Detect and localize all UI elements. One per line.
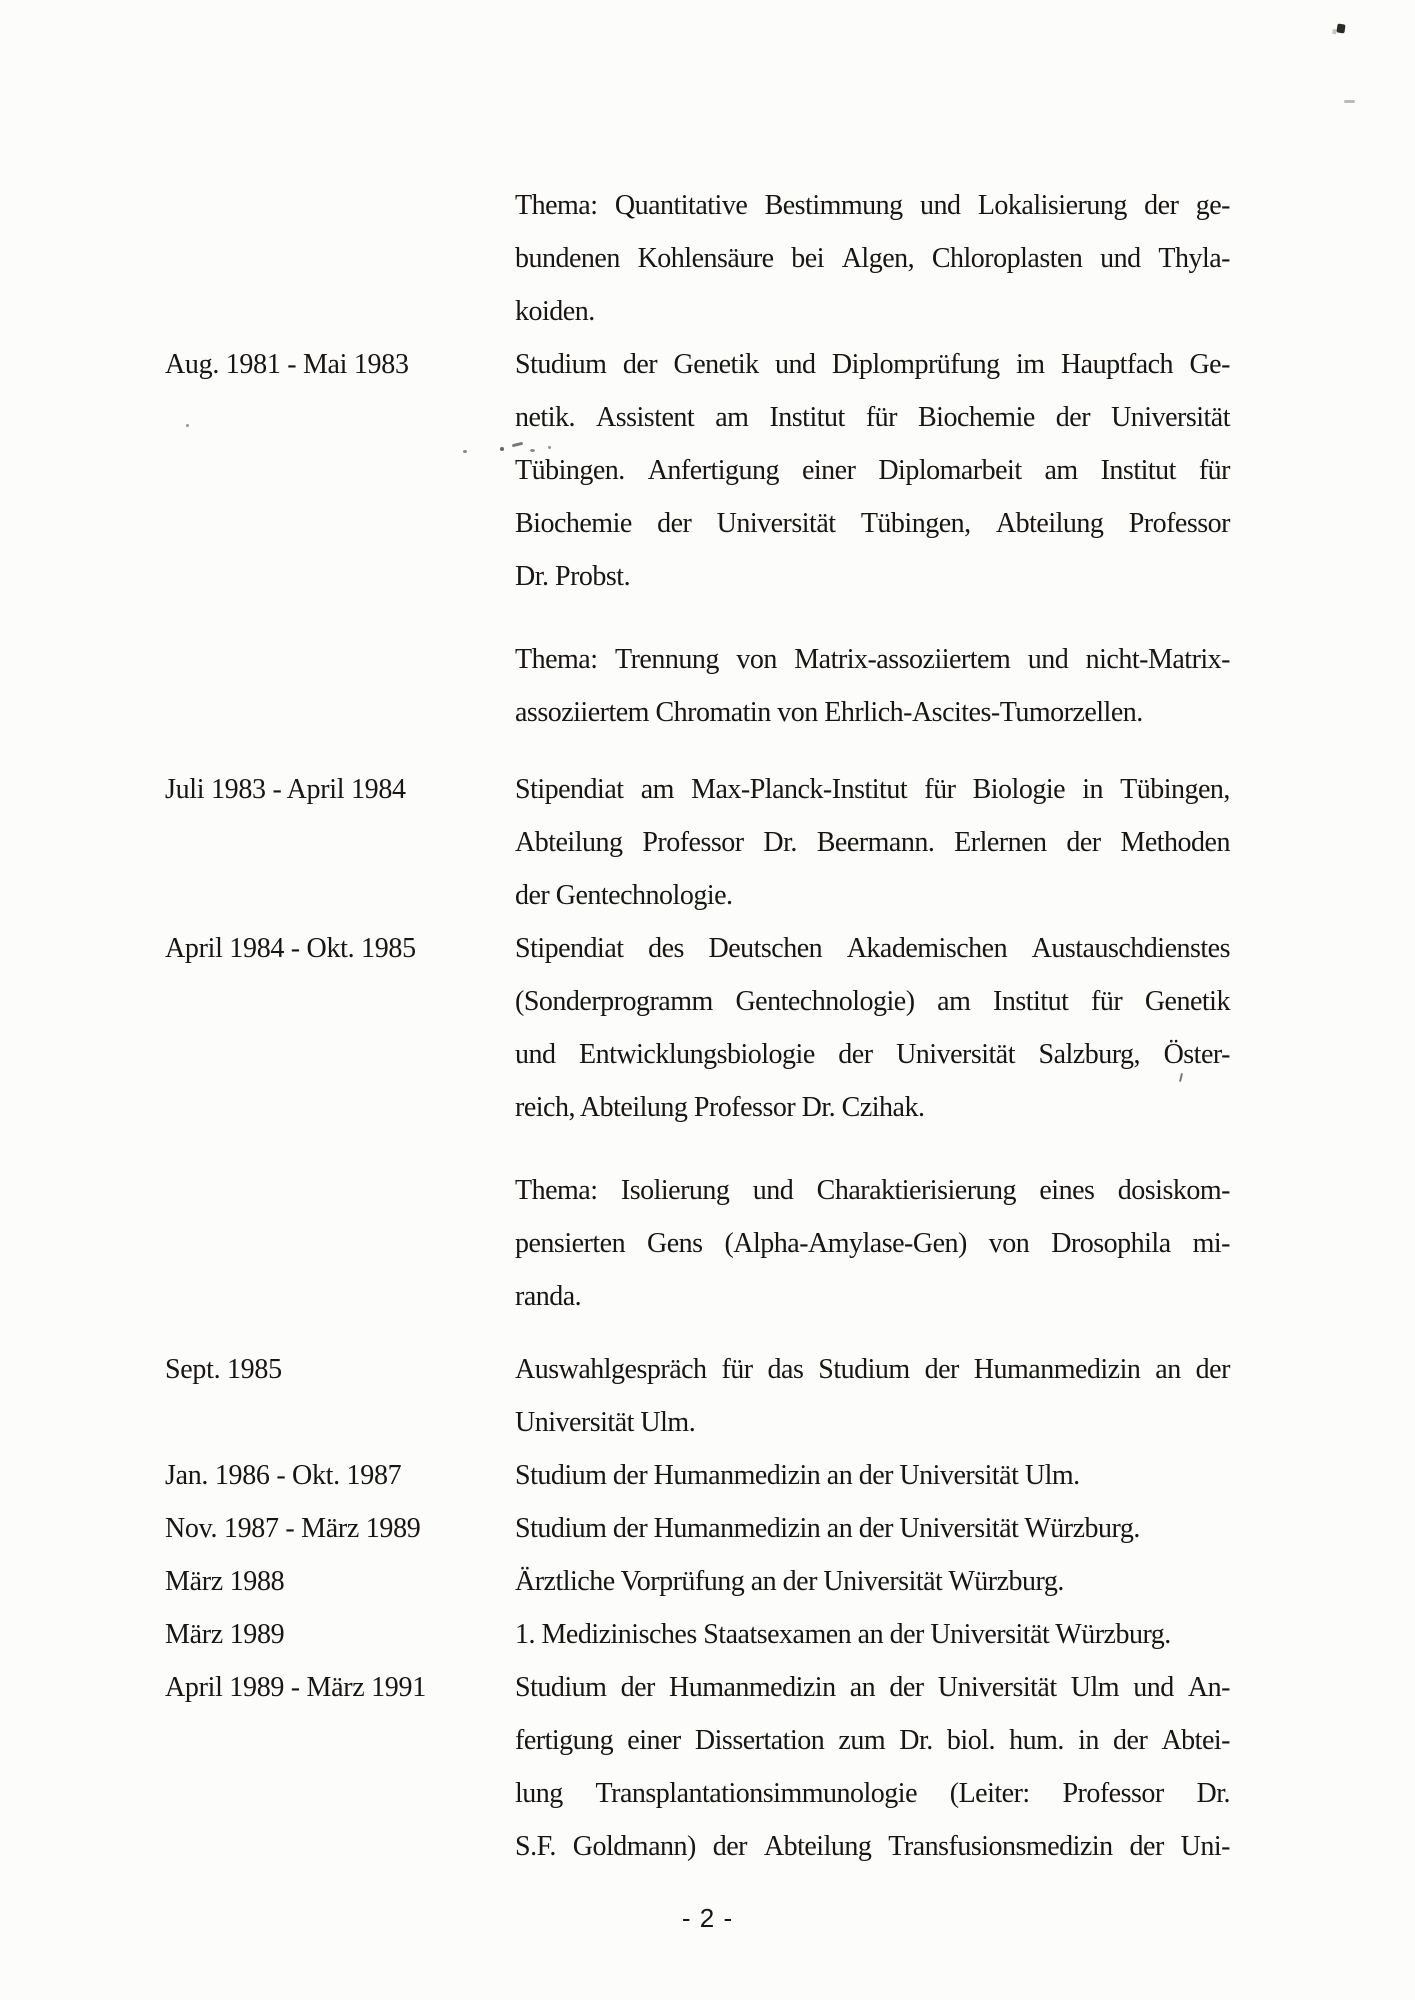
cv-line: assoziiertem Chromatin von Ehrlich-Ascites-Tumorzellen. <box>515 697 1143 728</box>
entry-text <box>515 1661 1230 1873</box>
cv-entry <box>165 338 1230 603</box>
entry-text <box>515 1502 1230 1555</box>
cv-line: netik. Assistent am Institut für Biochemie der Universität <box>515 402 1230 433</box>
cv-line: pensierten Gens (Alpha-Amylase-Gen) von Drosophila mi- <box>515 1228 1230 1259</box>
cv-line: Ärztliche Vorprüfung an der Universität Würzburg. <box>515 1566 1064 1597</box>
cv-line: (Sonderprogramm Gentechnologie) am Institut für Genetik <box>515 986 1230 1017</box>
cv-entry <box>515 633 1230 739</box>
scan-dot-artifact <box>186 424 189 427</box>
cv-line: Thema: Isolierung und Charaktierisierung eines dosiskom- <box>515 1175 1230 1206</box>
cv-line: und Entwicklungsbiologie der Universität Salzburg, Öster- <box>515 1039 1230 1070</box>
entry-text <box>515 763 1230 922</box>
cv-entry <box>165 1661 1230 1873</box>
cv-entry <box>165 1502 1230 1555</box>
scan-dash-artifact <box>1344 100 1355 103</box>
entry-text <box>515 338 1230 603</box>
cv-entry <box>165 1449 1230 1502</box>
cv-line: Biochemie der Universität Tübingen, Abteilung Professor <box>515 508 1230 539</box>
cv-line: Studium der Humanmedizin an der Universität Ulm. <box>515 1460 1080 1491</box>
scan-speck-artifact <box>1336 23 1345 33</box>
cv-line: Stipendiat am Max-Planck-Institut für Biologie in Tübingen, <box>515 774 1230 805</box>
cv-entry <box>515 179 1230 338</box>
cv-entry <box>165 763 1230 922</box>
cv-line: fertigung einer Dissertation zum Dr. biol. hum. in der Abtei- <box>515 1725 1230 1756</box>
cv-line: Stipendiat des Deutschen Akademischen Austauschdienstes <box>515 933 1230 964</box>
cv-entry <box>165 1343 1230 1449</box>
cv-line: Universität Ulm. <box>515 1407 696 1438</box>
cv-line: randa. <box>515 1281 582 1312</box>
entry-text <box>515 179 1230 338</box>
entries <box>165 179 1230 1873</box>
cv-entry <box>165 1608 1230 1661</box>
entry-date-label: März 1988 <box>165 1566 285 1597</box>
entry-date-label: Nov. 1987 - März 1989 <box>165 1513 421 1544</box>
cv-line: Studium der Humanmedizin an der Universität Ulm und An- <box>515 1672 1230 1703</box>
cv-line: Studium der Genetik und Diplomprüfung im Hauptfach Ge- <box>515 349 1230 380</box>
entry-text <box>515 1555 1230 1608</box>
entry-date-label: Sept. 1985 <box>165 1354 282 1385</box>
cv-line: der Gentechnologie. <box>515 880 733 911</box>
cv-entry <box>515 1164 1230 1323</box>
cv-line: reich, Abteilung Professor Dr. Czihak. <box>515 1092 925 1123</box>
cv-entry <box>165 922 1230 1134</box>
scan-dot-artifact <box>463 450 467 453</box>
cv-line: 1. Medizinisches Staatsexamen an der Universität Würzburg. <box>515 1619 1171 1650</box>
entry-text <box>515 1343 1230 1449</box>
cv-line: lung Transplantationsimmunologie (Leiter: Professor Dr. <box>515 1778 1230 1809</box>
entry-text <box>515 1449 1230 1502</box>
entry-date-label: Juli 1983 - April 1984 <box>165 774 406 805</box>
page-number: - 2 - <box>681 1903 734 1933</box>
cv-line: S.F. Goldmann) der Abteilung Transfusionsmedizin der Uni- <box>515 1831 1230 1862</box>
entry-date-label: April 1984 - Okt. 1985 <box>165 933 416 964</box>
cv-line: Studium der Humanmedizin an der Universität Würzburg. <box>515 1513 1140 1544</box>
cv-line: Tübingen. Anfertigung einer Diplomarbeit am Institut für <box>515 455 1230 486</box>
entry-text <box>515 1608 1230 1661</box>
entry-date-label: April 1989 - März 1991 <box>165 1672 426 1703</box>
entry-text <box>515 633 1230 739</box>
cv-line: bundenen Kohlensäure bei Algen, Chloroplasten und Thyla- <box>515 243 1230 274</box>
cv-line: Dr. Probst. <box>515 561 631 592</box>
cv-line: Thema: Trennung von Matrix-assoziiertem und nicht-Matrix- <box>515 644 1230 675</box>
entry-date-label: Jan. 1986 - Okt. 1987 <box>165 1460 402 1491</box>
scan-dot-artifact <box>500 447 504 451</box>
entry-date-label: März 1989 <box>165 1619 285 1650</box>
cv-line: Thema: Quantitative Bestimmung und Lokalisierung der ge- <box>515 190 1230 221</box>
entry-date-label: Aug. 1981 - Mai 1983 <box>165 349 409 380</box>
cv-line: Auswahlgespräch für das Studium der Humanmedizin an der <box>515 1354 1230 1385</box>
cv-line: koiden. <box>515 296 595 327</box>
entry-text <box>515 922 1230 1134</box>
cv-line: Abteilung Professor Dr. Beermann. Erlernen der Methoden <box>515 827 1230 858</box>
entry-text <box>515 1164 1230 1323</box>
cv-entry <box>165 1555 1230 1608</box>
